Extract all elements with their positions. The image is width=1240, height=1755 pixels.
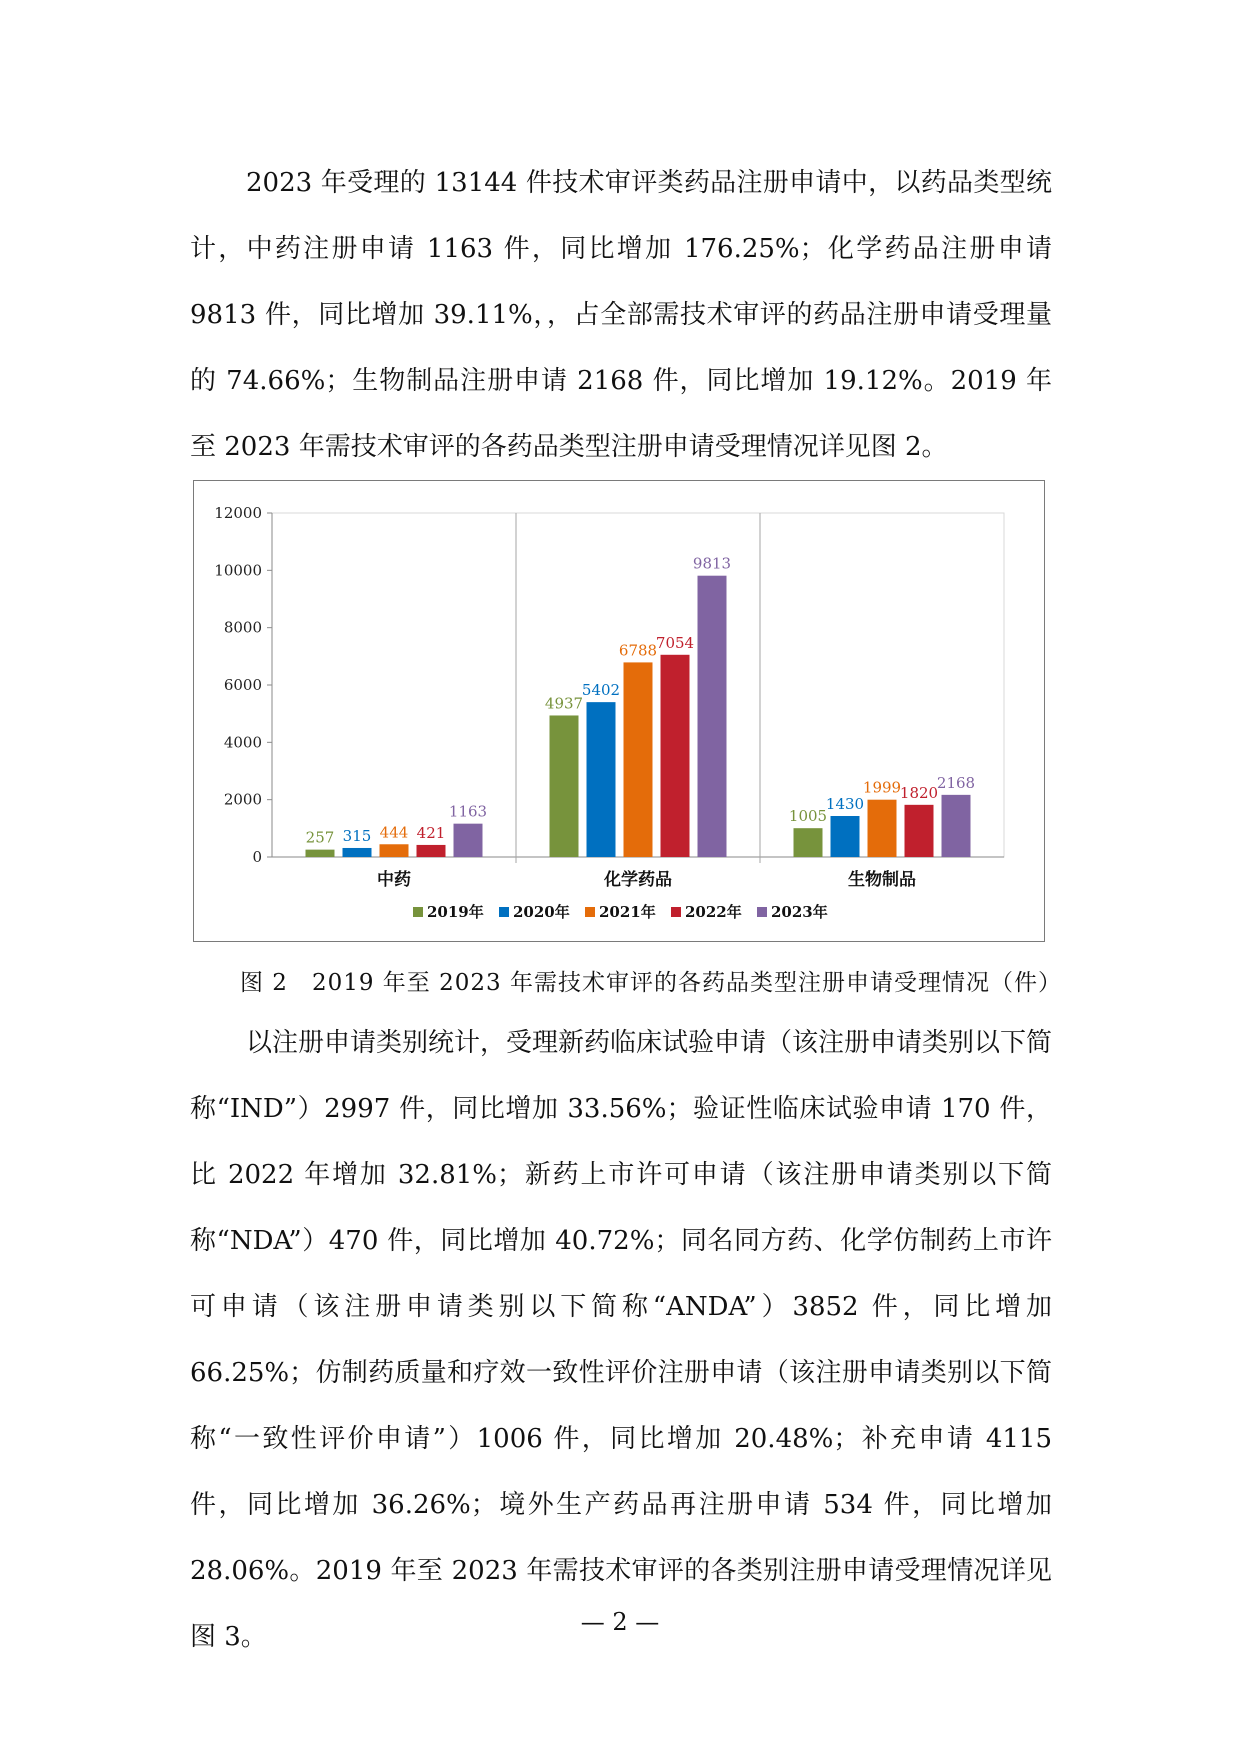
bar [868,800,897,857]
data-label: 2168 [936,773,976,792]
figure-caption: 图 2 2019 年至 2023 年需技术审评的各药品类型注册申请受理情况（件） [240,970,1062,996]
y-tick-label: 6000 [223,676,262,694]
bar-chart [194,481,1046,943]
data-label: 4937 [544,694,584,713]
bar [550,715,579,857]
data-label: 7054 [655,633,695,652]
data-label: 444 [379,823,409,842]
x-tick-label: 化学药品 [604,870,672,890]
bar [942,795,971,857]
chart-frame [193,480,1045,942]
legend-swatch [585,907,595,917]
legend-label: 2019年 [427,903,484,921]
data-label: 9813 [692,554,732,573]
legend-label: 2020年 [513,903,570,921]
bar [587,702,616,857]
legend-swatch [757,907,767,917]
bar [905,805,934,857]
paragraph-2-text: 以注册申请类别统计，受理新药临床试验申请（该注册申请类别以下简称“IND”）2997 件，同比增加 33.56%；验证性临床试验申请 170 件，比 2022 年增加 32.81%；新药上市许可申请（该注册申请类别以下简称“NDA”）470 件，同比增加 40.72%；同名同方药、化学仿制药上市许可申请（该注册申请类别以下简称“ANDA”）3852 件，同比增加 66.25%；仿制药质量和疗效一致性评价注册申请（该注册申请类别以下简称“一致性评价申请”）1006 件，同比增加 20.48%；补充申请 4115 件，同比增加 36.26%；境外生产药品再注册申请 534 件，同比增加 28.06%。2019 年至 2023 年需技术审评的各类别注册申请受理情况详见图 3。 [190,1028,1053,1652]
data-label: 1820 [899,783,939,802]
data-label: 1005 [788,807,828,826]
data-label: 315 [342,826,372,845]
data-label: 6788 [618,641,658,660]
paragraph-2 [190,1010,1052,1670]
y-tick-label: 0 [252,848,262,866]
legend-label: 2023年 [771,903,828,921]
legend-label: 2021年 [599,903,656,921]
data-label: 1430 [825,795,865,814]
data-label: 1999 [862,778,902,797]
paragraph-1-text: 2023 年受理的 13144 件技术审评类药品注册申请中，以药品类型统计，中药注册申请 1163 件，同比增加 176.25%；化学药品注册申请 9813 件，同比增加 39.11%，，占全部需技术审评的药品注册申请受理量的 74.66%；生物制品注册申请 2168 件，同比增加 19.12%。2019 年至 2023 年需技术审评的各药品类型注册申请受理情况详见图 2。 [190,168,1052,462]
data-label: 257 [305,828,335,847]
bar [306,850,335,857]
legend-swatch [499,907,509,917]
y-tick-label: 8000 [223,618,262,637]
x-tick-label: 生物制品 [848,870,916,890]
bar [343,848,372,857]
bar [661,655,690,857]
bar [380,844,409,857]
bar [698,576,727,857]
y-tick-label: 12000 [214,504,262,522]
y-tick-label: 10000 [214,561,262,580]
y-tick-label: 2000 [223,790,262,809]
legend-swatch [413,907,423,917]
page-number: — 2 — [580,1608,660,1636]
data-label: 5402 [581,681,621,700]
bar [417,845,446,857]
y-tick-label: 4000 [223,733,262,752]
legend-swatch [671,907,681,917]
bar [454,824,483,857]
legend-label: 2022年 [685,903,742,921]
bar [794,828,823,857]
data-label: 421 [416,823,446,842]
data-label: 1163 [448,802,488,821]
paragraph-1 [190,150,1052,480]
bar [831,816,860,857]
bar [624,662,653,857]
x-tick-label: 中药 [377,870,411,890]
